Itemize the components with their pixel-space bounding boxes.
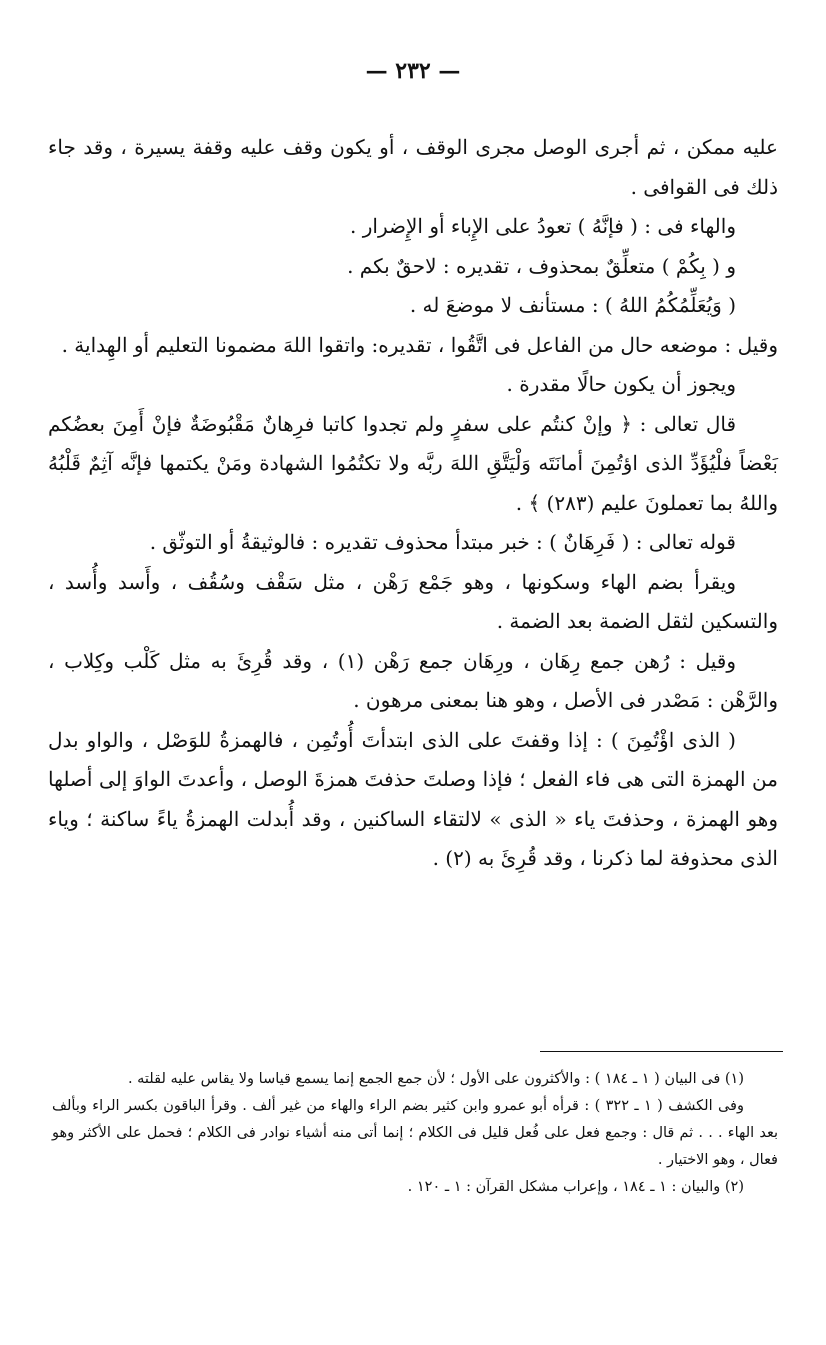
paragraph: ( الذى اؤْتُمِنَ ) : إذا وقفتَ على الذى ابتدأتَ أُوتُمِن ، فالهمزةُ للوَصْل ، والواو بدل من الهمزة التى هى فاء الفعل ؛ فإذا وصلتَ حذفتَ همزةَ الوصل ، وأعدتَ الواوَ إلى أصلها وهو الهمزة ، وحذفتَ ياء « الذى » لالتقاء الساكنين ، وقد أُبدلت الهمزةُ ياءً ساكنة ؛ وياء الذى محذوفة لما ذكرنا ، وقد قُرِئَ به (٢) . [48,727,778,870]
footnote-divider [540,1051,783,1052]
footnote: وفى الكشف ( ١ ـ ٣٢٢ ) : قرأه أبو عمرو وابن كثير بضم الراء والهاء من غير ألف . وقرأ الباقون بكسر الراء وبألف بعد الهاء . . . ثم قال : وجمع فعل على فُعل قليل فى الكلام ؛ إنما أتى منه أشياء نوادر فى الكلام ؛ فحمل على الأكثر وهو فعال ، وهو الاختيار . [52,1098,778,1168]
paragraph: قوله تعالى : ( فَرِهَانٌ ) : خبر مبتدأ محذوف تقديره : فالوثيقةُ أو التوثّق . [149,530,736,554]
footnote: (١) فى البيان ( ١ ـ ١٨٤ ) : والأكثرون على الأول ؛ لأن جمع الجمع إنما يسمع قياسا ولا يقاس عليه لقلته . [127,1071,744,1087]
footnote: (٢) والبيان : ١ ـ ١٨٤ ، وإعراب مشكل القرآن : ١ ـ ١٢٠ . [407,1179,744,1195]
paragraph: عليه ممكن ، ثم أجرى الوصل مجرى الوقف ، أو يكون وقف عليه وقفة يسيرة ، وقد جاء ذلك فى القوافى . [48,135,778,199]
footnotes [52,1066,778,1201]
paragraph: والهاء فى : ( فإنَّهُ ) تعودُ على الإِباء أو الإِضرار . [350,214,736,238]
paragraph: ( وَيُعَلِّمُكُمُ اللهُ ) : مستأنف لا موضعَ له . [409,293,736,317]
paragraph: و ( بِكُمْ ) متعلِّقٌ بمحذوف ، تقديره : لاحقٌ بكم . [347,253,736,278]
page-number: — ٢٣٢ — [365,58,461,84]
paragraph: وقيل : رُهن جمع رِهَان ، ورِهَان جمع رَهْن (١) ، وقد قُرِئَ به مثل كَلْب وكِلاب ، والرَّهْن : مَصْدر فى الأصل ، وهو هنا بمعنى مرهون . [48,648,778,712]
main-text [48,128,778,879]
paragraph: وقيل : موضعه حال من الفاعل فى اتَّقُوا ، تقديره: واتقوا اللهَ مضمونا التعليم أو الهِداية . [61,332,778,357]
paragraph: ويقرأ بضم الهاء وسكونها ، وهو جَمْع رَهْن ، مثل سَقْف وسُقُف ، وأَسد وأُسد ، والتسكين لثقل الضمة بعد الضمة . [48,569,778,633]
paragraph: ويجوز أن يكون حالًا مقدرة . [506,372,736,396]
quran-verse-paragraph: قال تعالى : ﴿ وإنْ كنتُم على سفرٍ ولم تجدوا كاتبا فرِهانٌ مَقْبُوضَةٌ فإنْ أَمِنَ بعضُكم بَعْضاً فلْيُؤَدِّ الذى اؤتُمِنَ أمانَتَه وَلْيَتَّقِ اللهَ ربَّه ولا تكتُمُوا الشهادة ومَنْ يكتمها فإنَّه آثِمٌ قَلْبُهُ واللهُ بما تعملونَ عليم (٢٨٣) ﴾ . [48,411,778,515]
